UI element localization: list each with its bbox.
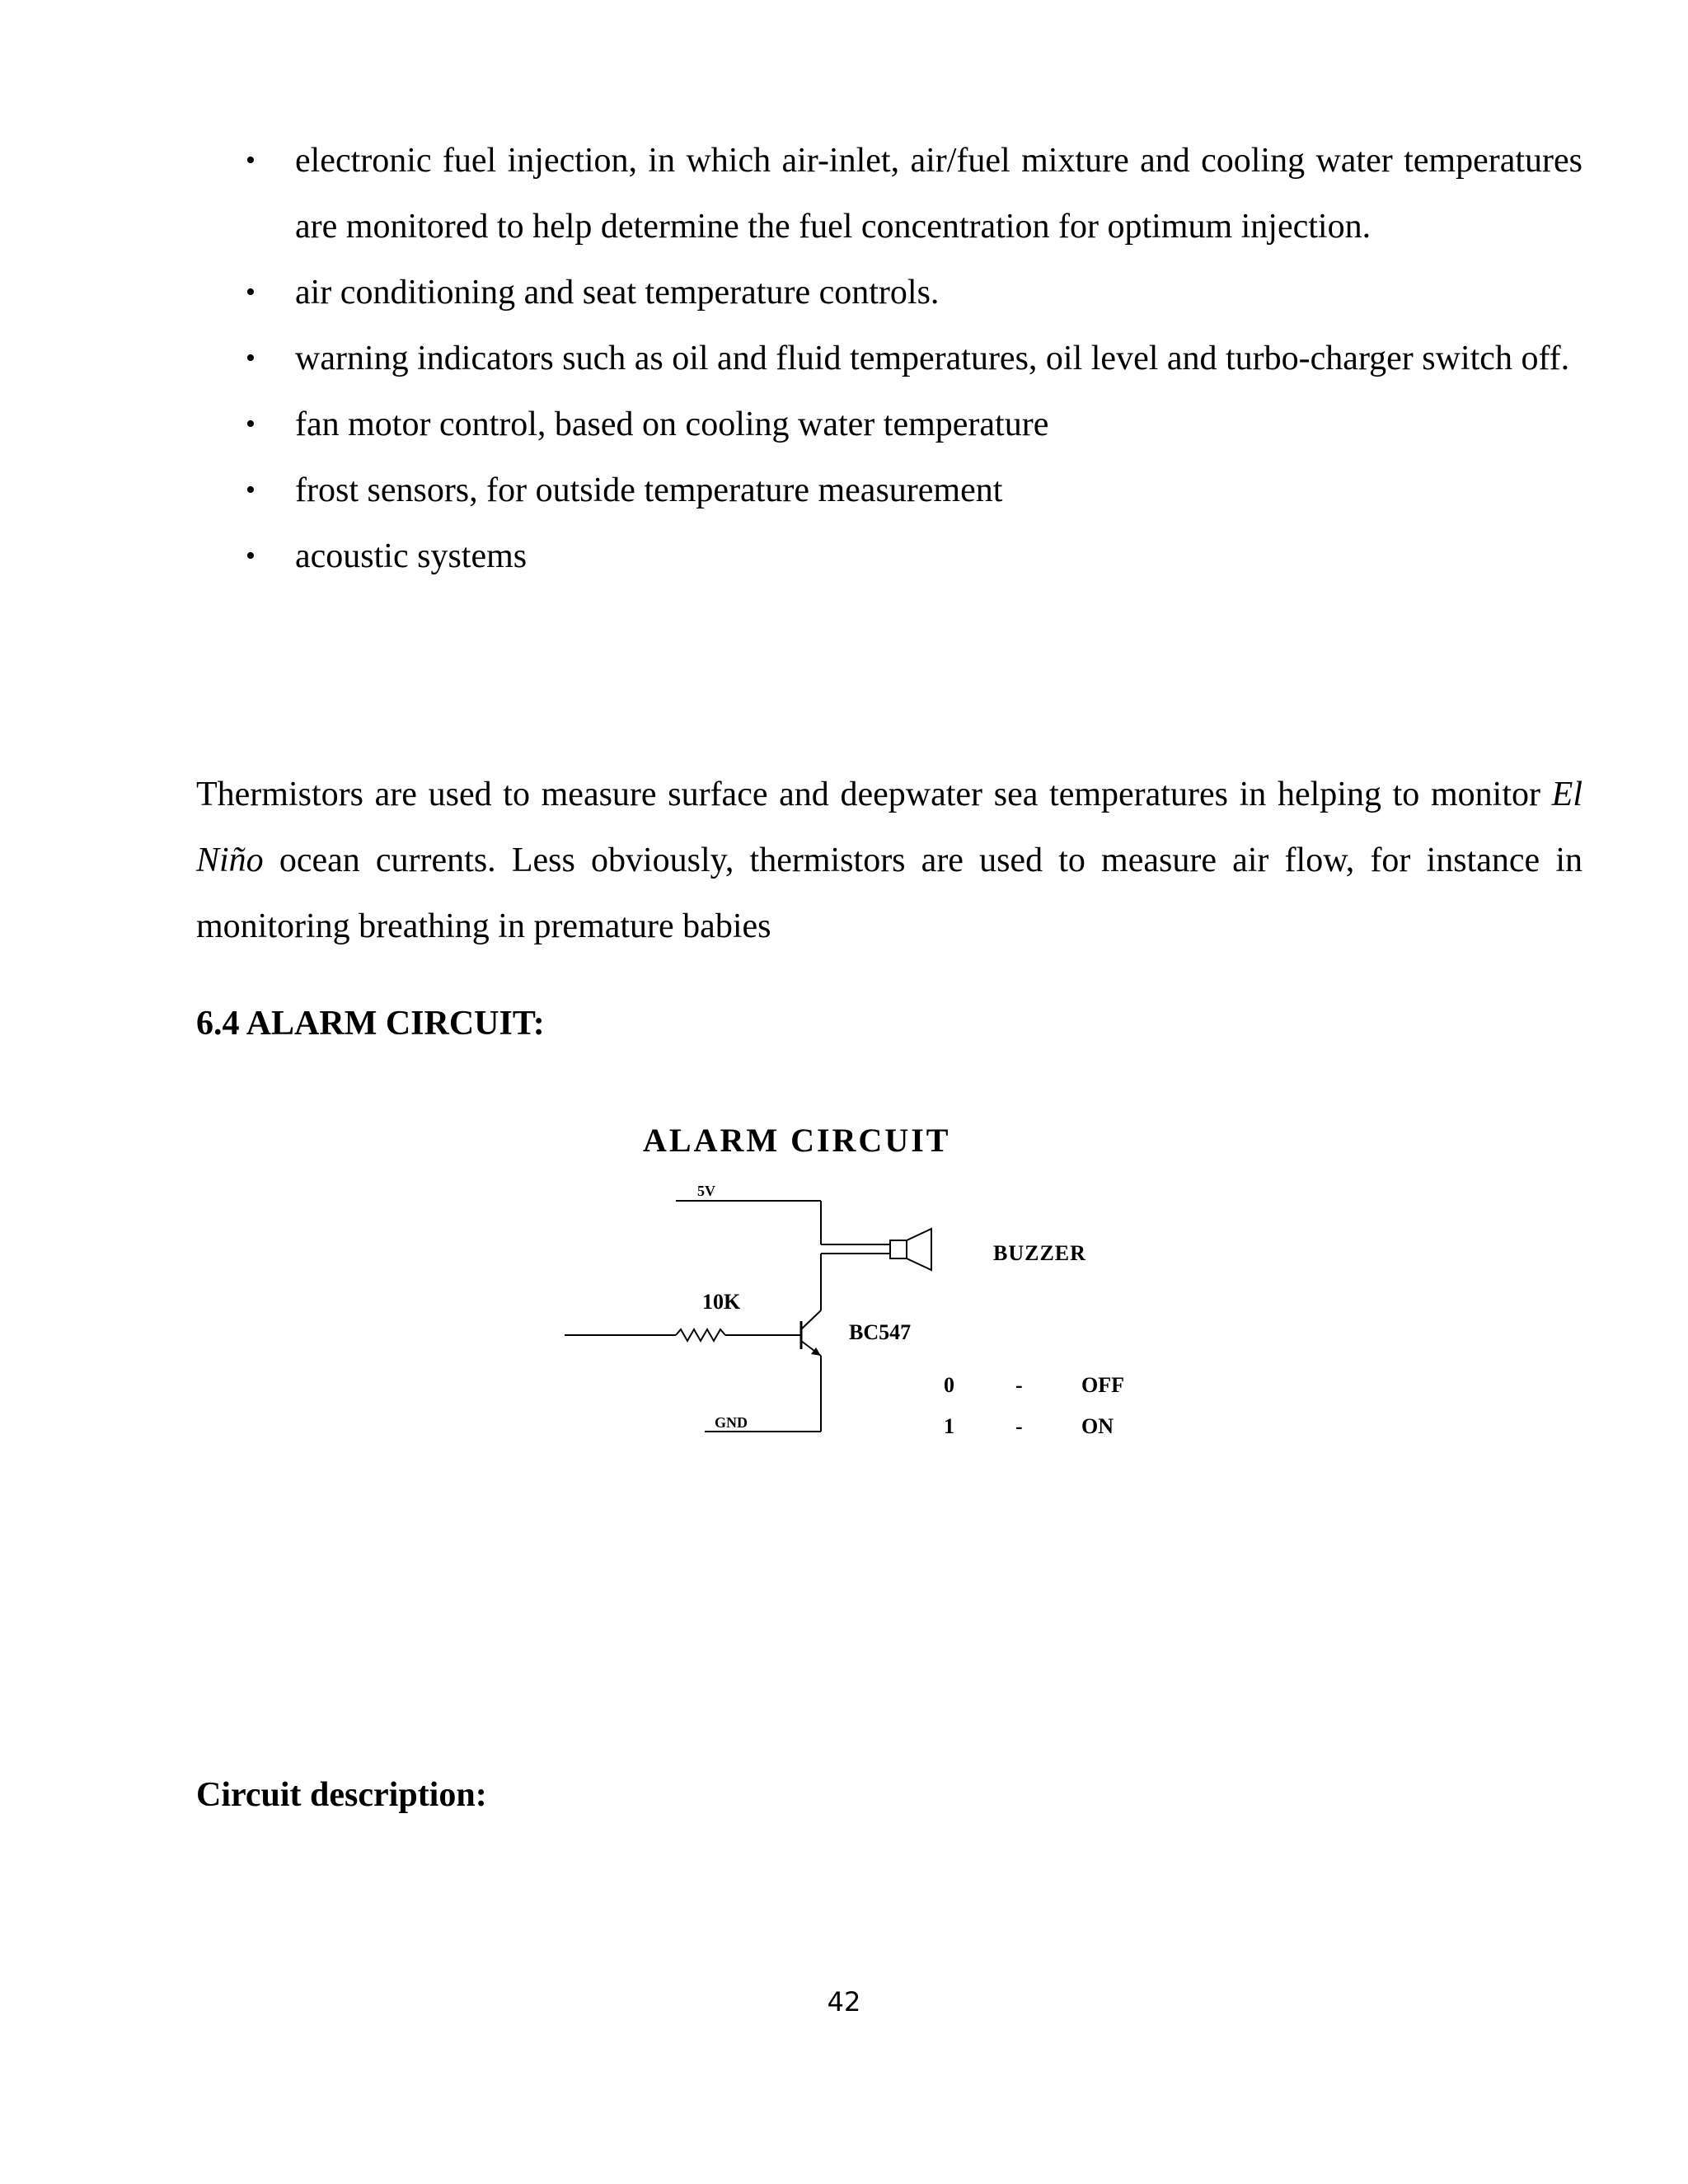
buzzer-label: BUZZER xyxy=(993,1241,1086,1265)
list-item xyxy=(196,260,1582,326)
list-item xyxy=(196,391,1582,457)
paragraph-text-start: Thermistors are used to measure surface and deepwater sea temperatures in helping to monitor xyxy=(196,776,1552,813)
bullet-icon: • xyxy=(246,277,256,307)
truth-value: 1 xyxy=(944,1414,954,1438)
section-heading: 6.4 ALARM CIRCUIT: xyxy=(196,1005,545,1043)
ground-label: GND xyxy=(715,1414,748,1431)
truth-table xyxy=(944,1373,1124,1438)
list-item xyxy=(196,128,1582,260)
transistor-icon xyxy=(801,1310,821,1356)
bullet-icon: • xyxy=(246,541,256,571)
paragraph-text-end: ocean currents. Less obviously, thermistors are used to measure air flow, for instance in monitoring breathing in premature babies xyxy=(196,841,1582,945)
transistor-label: BC547 xyxy=(849,1320,912,1344)
list-item xyxy=(196,457,1582,523)
truth-dash: - xyxy=(1015,1414,1023,1438)
circuit-title: ALARM CIRCUIT xyxy=(643,1122,951,1159)
bullet-icon: • xyxy=(246,343,256,373)
list-item-text: acoustic systems xyxy=(295,537,528,575)
supply-label: 5V xyxy=(697,1183,715,1199)
list-item-text: fan motor control, based on cooling water temperature xyxy=(295,405,1049,443)
truth-state: ON xyxy=(1081,1414,1114,1438)
list-item-text: electronic fuel injection, in which air-inlet, air/fuel mixture and cooling water temperatures are monitored to help determine the fuel concentration for optimum injection. xyxy=(295,142,1582,246)
page-number: 42 xyxy=(827,1986,861,2018)
bullet-icon: • xyxy=(246,145,256,176)
list-item-text: warning indicators such as oil and fluid temperatures, oil level and turbo-charger switch off. xyxy=(295,340,1570,377)
buzzer-icon xyxy=(890,1229,931,1270)
truth-state: OFF xyxy=(1081,1373,1124,1397)
list-item xyxy=(196,523,1582,589)
alarm-circuit-diagram xyxy=(544,1108,1187,1463)
resistor-icon xyxy=(676,1329,725,1341)
bullet-icon: • xyxy=(246,475,256,505)
list-item-text: frost sensors, for outside temperature measurement xyxy=(295,471,1003,509)
truth-value: 0 xyxy=(944,1373,954,1397)
list-item xyxy=(196,326,1582,391)
circuit-description-heading: Circuit description: xyxy=(196,1776,487,1814)
list-item-text: air conditioning and seat temperature controls. xyxy=(295,274,940,312)
bullet-icon: • xyxy=(246,409,256,439)
resistor-label: 10K xyxy=(702,1290,741,1314)
paragraph-italic-text: El Niño xyxy=(196,776,1582,879)
thermistor-paragraph xyxy=(196,762,1582,959)
application-bullet-list xyxy=(196,128,1582,589)
truth-dash: - xyxy=(1015,1373,1023,1397)
